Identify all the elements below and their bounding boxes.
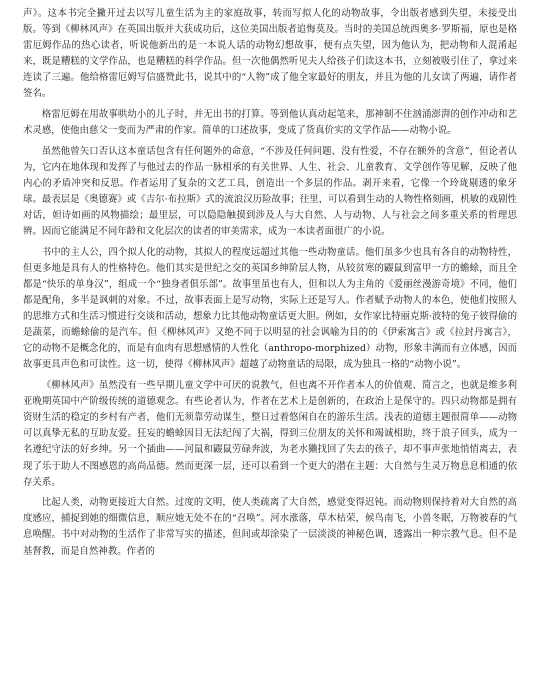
paragraph-5: 《柳林风声》虽然没有一些早期儿童文学中可厌的说教气，但也离不开作者本人的价值观、简言之，也就是维多利亚晚期英国中产阶级传统的道德观念。有些论者认为，作者在艺术上是创新的，在政治上是保守的。四只动物都是拥有资财生活的稳定的乡村有产者，他们无须靠劳动谋生，整日过着悠闲自在的游乐生活。浅表的道德主题很简单——动物可以真挚无私的互助友爱。狂妄的蟾蜍因目无法纪闯了大祸，得到三位朋友的关怀和竭诚相助，终于浪子回头，成为一名遵纪守法的好乡绅。另一个插曲——河鼠和鼹鼠劳碌奔波，为老水獭找回了失去的孩子，却不事声张地悄悄离去，表现了乐于助人不图感恩的高尚品德。然而更深一层，还可以看到一个更大的潜在主题：大自然与生灵万物息息相通的依存关系。: [23, 380, 517, 488]
paragraph-6: 比起人类，动物更接近大自然。过度的文明，使人类疏离了大自然，感觉变得迟钝。而动物则保持着对大自然的高度感应，捕捉到她的细微信息，顺应她无处不在的“召唤”。河水涨落，草木枯荣，候鸟南飞，小兽冬眠，万物被春的气息唤醒。书中对动物的生活作了非常写实的描述，但间或却涂染了一层淡淡的神秘色调，透露出一种宗教气息。但不是基督教，而是自然神教。作者的: [23, 497, 517, 557]
paragraph-1: 声》。这本书完全撇开过去以写儿童生活为主的家庭故事，转而写拟人化的动物故事，令出版者感到失望，未接受出版。等到《柳林风声》在英国出版并大获成功后，这位美国出版者追悔莫及。当时的美国总统西奥多·罗斯福，原也是格雷厄姆作品的热心读者，听说他新出的是一本说人话的动物幻想故事，便有点失望，因为他认为，把动物和人混淆起来，既是糟糕的文学作品，也是糟糕的科学作品。但一次他偶然听见夫人给孩子们读这本书，立刻被吸引住了，拿过来连读了三遍。他给格雷厄姆写信盛赞此书，说其中的“人物”成了他全家最好的朋友，并且为他的儿女读了两遍，请作者签名。: [23, 8, 517, 100]
paragraph-3: 虽然他曾矢口否认这本童话包含有任何题外的命意，“不涉及任何问题、没有性爱，不存在额外的含意”，但论者认为，它内在地体现和发挥了与他过去的作品一脉相承的有关世界、人生、社会、儿童教育、文学创作等见解，反映了他内心的矛盾冲突和反思。作者运用了复杂的文艺工具，创造出一个多层的作品。剥开来看，它像一个玲珑剔透的象牙球。最表层是《奥德赛》或《吉尔·布拉斯》式的流浪汉历险故事；往里，可以看到生动的人物性格刻画，机敏的戏剧性对话，妲诗如画的风物描绘；最里层，可以隐隐触摸到涉及人与大自然、人与动物、人与社会之间多重关系的哲理思辨。因而它能满足不同年龄和文化层次的读者的审美需求，成为一本读者面很广的小说。: [23, 145, 517, 238]
paragraph-2: 格雷厄姆在用故事哄幼小的儿子时，并无出书的打算。等到他认真动起笔来，那神制不住汹涌澎湃的创作冲动和艺术灵感，使他由慈父一变而为严肃的作家。简单的口述故事，变成了货真价实的文学作品——动物小说。: [23, 109, 517, 137]
paragraph-4: 书中的主人公，四个拟人化的动物，其拟人的程度远超过其他一些动物童话。他们虽多少也具有各自的动物特性，但更多地是具有人的性格特色。他们其实是世纪之交的英国乡绅阶层人物，从较贫寒的鼹鼠到富甲一方的蟾蜍，而且全都是“快乐的单身汉”，组成一个“独身者俱乐部”。故事里虽也有人，但和以人为主角的《爱丽丝漫游奇境》不同，他们都是配角，多半是讽刺的对象。不过，故事表面上是写动物，实际上还是写人。作者赋予动物人的本色，使他们按照人的思维方式和生活习惯进行交谈和活动，想象力比其他动物童话更大胆。例如，女作家比特丽克斯·波特的兔子彼得偷的是蔬菜，而蟾蜍偷的是汽车。但《柳林风声》又绝不同于以明显的社会讽喻为目的的《伊索寓言》或《拉封丹寓言》，它的动物不是概念化的，而是有血肉有思想感情的人性化（anthropo-morphized）动物，形象丰满而有立体感，因而故事更具声色和可读性。这一切，使得《柳林风声》超越了动物童话的局限，成为独具一格的“动物小说”。: [23, 246, 517, 371]
